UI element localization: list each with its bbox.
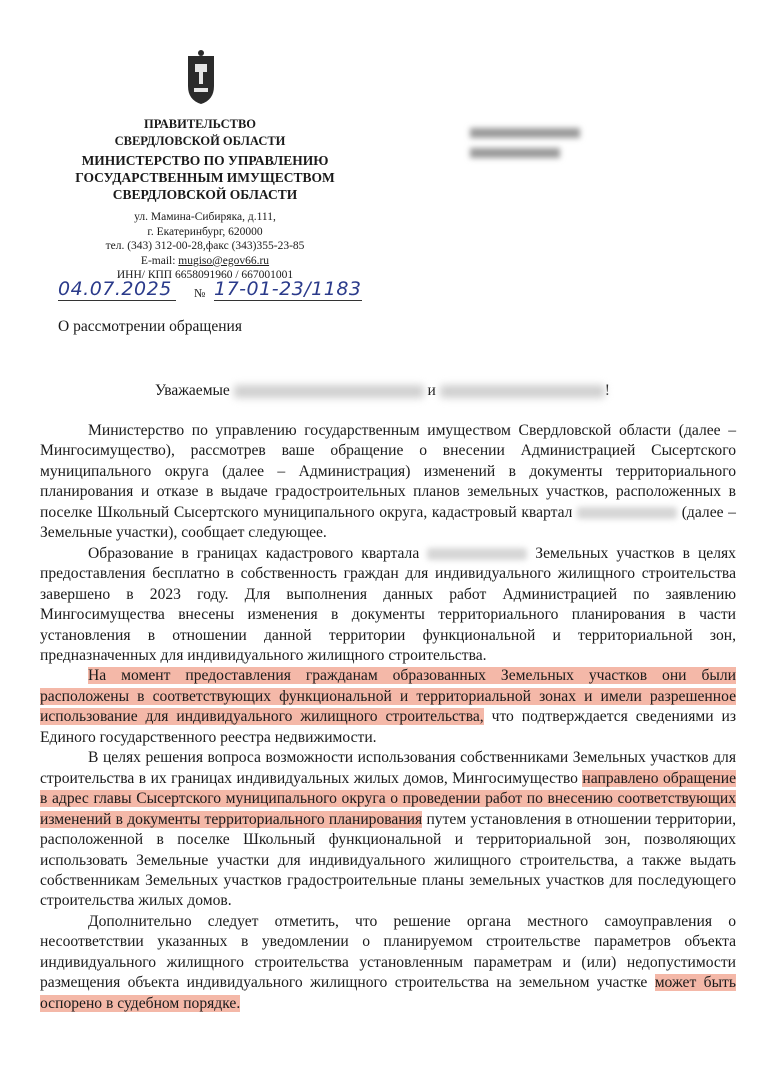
gov-line-1: ПРАВИТЕЛЬСТВО — [143, 117, 257, 131]
letter-subject: О рассмотрении обращения — [58, 318, 242, 335]
p5-highlight: может быть оспорено в судебном порядке. — [40, 974, 736, 1012]
paragraph-5 — [40, 912, 736, 1014]
redacted-cadastral-1 — [577, 507, 677, 519]
p1-text: Министерство по управлению государственным имуществом Свердловской области (далее – Мингосимущество), рассмотрев ваше обращение о внесении Администрацией Сысертского муниципального округа (далее – Администрация) изменений в документы территориального планирования и отказе в выдаче градостроительных планов земельных участков, расположенных в поселке Школьный Сысертского муниципального округа, кадастровый квартал — [40, 422, 736, 521]
p3-rest: что подтверждается сведениями из Единого государственного реестра недвижимости. — [40, 708, 736, 746]
number-sign: № — [194, 286, 206, 300]
inn-kpp: ИНН/ КПП 6658091960 / 667001001 — [116, 269, 294, 282]
p5-start: Дополнительно следует отметить, что решение органа местного самоуправления о несоответствии указанных в уведомлении о планируемом строительстве параметров объекта индивидуального жилищного строительства установленным параметрам и (или) недопустимости размещения объекта индивидуального жилищного строительства на земельном участке — [40, 912, 736, 992]
p1-end: (далее – Земельные участки), сообщает следующее. — [40, 503, 736, 542]
email-label: E-mail: — [140, 254, 179, 267]
p4-start: В целях решения вопроса возможности использования собственниками Земельных участков для строительства в их границах индивидуальных жилых домов, Мингосимущество — [40, 749, 736, 787]
p2-start: Образование в границах кадастрового квартала — [88, 544, 420, 562]
ministry-name — [40, 152, 370, 203]
greeting-prefix: Уважаемые — [155, 382, 230, 399]
p4-rest: путем установления в отношении территории, расположенной в поселке Школьный функциональной и территориальной зон, позволяющих использовать Земельные участки для индивидуального жилищного строительства, а также выдать собственникам Земельных участков градостроительные планы земельных участков для последующего строительства жилых домов. — [40, 810, 737, 910]
address-line-2: г. Екатеринбург, 620000 — [147, 225, 263, 238]
paragraph-2 — [40, 544, 736, 667]
letter-body — [40, 421, 736, 1014]
ministry-address — [60, 210, 350, 283]
redacted-name-2 — [440, 385, 605, 398]
email-link[interactable]: mugiso@egov66.ru — [178, 254, 270, 267]
redacted-cadastral-2 — [427, 548, 527, 560]
email-line — [60, 254, 350, 269]
greeting-suffix: ! — [604, 382, 610, 399]
ministry-line-1: МИНИСТЕРСТВО ПО УПРАВЛЕНИЮ — [81, 153, 329, 168]
paragraph-3 — [40, 666, 736, 748]
letter-number: 17-01-23/1183 — [214, 278, 362, 300]
recipient-redacted — [470, 120, 580, 158]
coat-of-arms-emblem — [186, 50, 216, 106]
p2-rest: Земельных участков в целях предоставления бесплатно в собственность граждан для индивидуального жилищного строительства завершено в 2023 году. Для выполнения данных работ Администрацией по заявлению Мингосимущества внесены изменения в документы территориального планирования в части установления в отношении данной территории функциональной и территориальной зон, предназначенных для индивидуального жилищного строительства. — [40, 544, 736, 664]
address-line-3: тел. (343) 312-00-28,факс (343)355-23-85 — [105, 240, 305, 253]
p3-highlight: На момент предоставления гражданам образованных Земельных участков они были расположены в соответствующих функциональной и территориальной зонах и имели разрешенное использование для индивидуального жилищного строительства, — [40, 667, 736, 726]
gov-line-2: СВЕРДЛОВСКОЙ ОБЛАСТИ — [114, 134, 286, 148]
registration-line — [58, 278, 378, 306]
paragraph-1 — [40, 421, 736, 544]
greeting — [155, 382, 610, 400]
p4-highlight: направлено обращение в адрес главы Сысертского муниципального округа о проведении работ по внесению соответствующих изменений в документы территориального планирования — [40, 769, 736, 828]
greeting-conj: и — [427, 382, 436, 399]
ministry-line-3: СВЕРДЛОВСКОЙ ОБЛАСТИ — [112, 187, 298, 202]
address-line-1: ул. Мамина-Сибиряка, д.111, — [134, 211, 276, 223]
letter-date: 04.07.2025 — [58, 278, 176, 301]
ministry-line-2: ГОСУДАРСТВЕННЫМ ИМУЩЕСТВОМ — [75, 170, 335, 185]
government-name — [90, 116, 310, 150]
redacted-name-1 — [234, 385, 424, 398]
paragraph-4 — [40, 748, 736, 912]
